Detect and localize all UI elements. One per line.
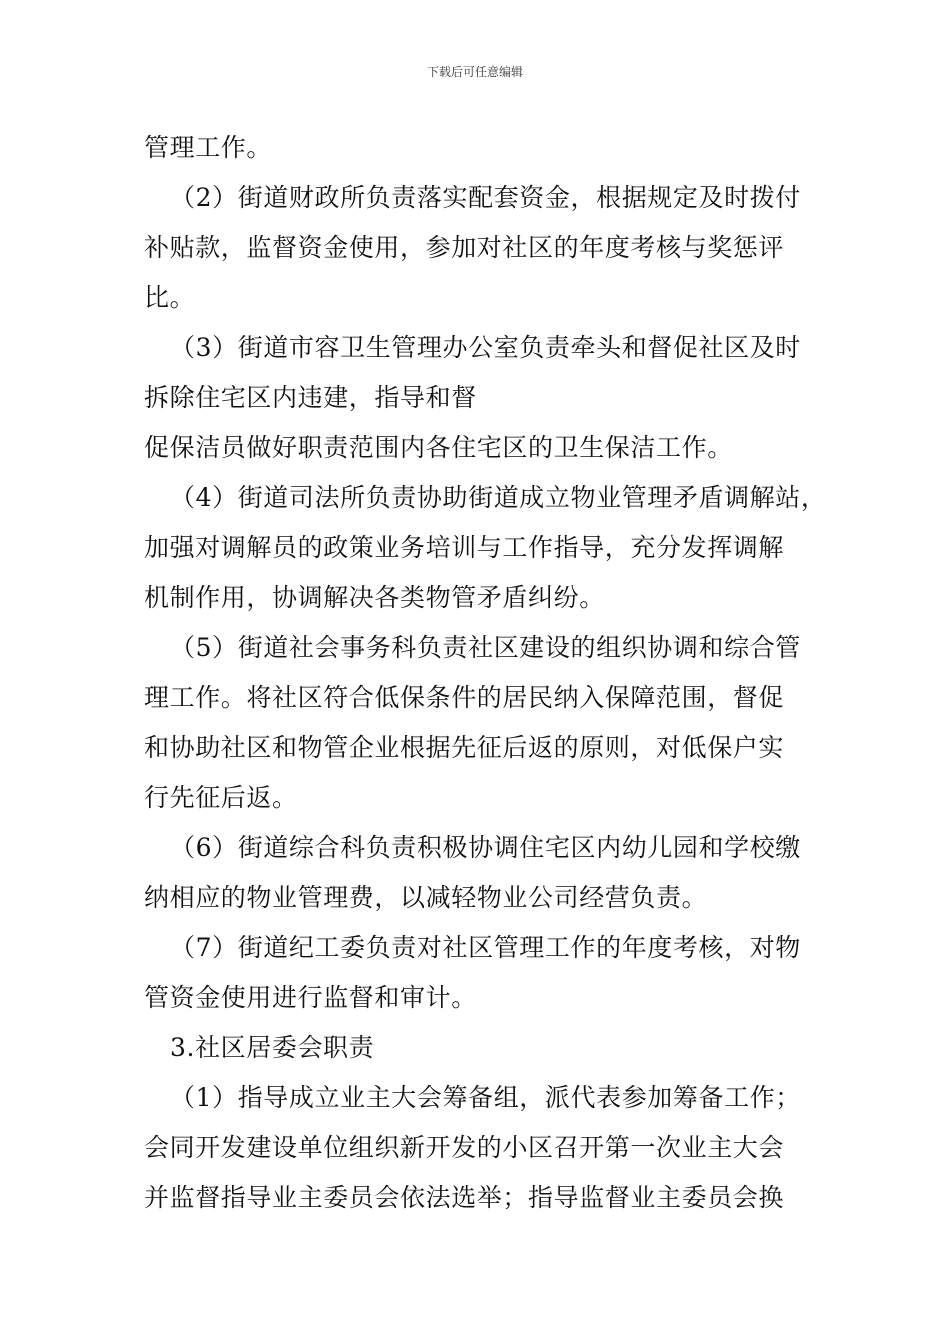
text-line: 管理工作。: [144, 133, 273, 162]
text-line: （5）街道社会事务科负责社区建设的组织协调和综合管: [170, 633, 801, 662]
text-line: （1）指导成立业主大会筹备组，派代表参加筹备工作；: [170, 1083, 801, 1112]
text-line: 行先征后返。: [144, 783, 298, 812]
text-line: 机制作用，协调解决各类物管矛盾纠纷。: [144, 583, 605, 612]
text-line: （2）街道财政所负责落实配套资金，根据规定及时拨付: [170, 183, 801, 212]
text-line: 促保洁员做好职责范围内各住宅区的卫生保洁工作。: [144, 433, 733, 462]
text-line: 加强对调解员的政策业务培训与工作指导，充分发挥调解: [144, 533, 785, 562]
text-line: （7）街道纪工委负责对社区管理工作的年度考核，对物: [170, 933, 801, 962]
section-heading: 3.社区居委会职责: [170, 1033, 375, 1062]
text-line: 纳相应的物业管理费，以减轻物业公司经营负责。: [144, 883, 708, 912]
text-line: （6）街道综合科负责积极协调住宅区内幼儿园和学校缴: [170, 833, 801, 862]
text-line: 理工作。将社区符合低保条件的居民纳入保障范围，督促: [144, 683, 785, 712]
text-line: 并监督指导业主委员会依法选举；指导监督业主委员会换: [144, 1183, 785, 1212]
text-line: （4）街道司法所负责协助街道成立物业管理矛盾调解站，: [170, 483, 827, 512]
text-line: 管资金使用进行监督和审计。: [144, 983, 477, 1012]
text-line: 和协助社区和物管企业根据先征后返的原则，对低保户实: [144, 733, 785, 762]
page-header-note: 下载后可任意编辑: [426, 65, 523, 79]
text-line: 拆除住宅区内违建，指导和督: [144, 383, 477, 412]
text-line: （3）街道市容卫生管理办公室负责牵头和督促社区及时: [170, 333, 801, 362]
text-line: 会同开发建设单位组织新开发的小区召开第一次业主大会: [144, 1133, 785, 1162]
text-line: 比。: [144, 283, 196, 312]
text-line: 补贴款，监督资金使用，参加对社区的年度考核与奖惩评: [144, 233, 785, 262]
